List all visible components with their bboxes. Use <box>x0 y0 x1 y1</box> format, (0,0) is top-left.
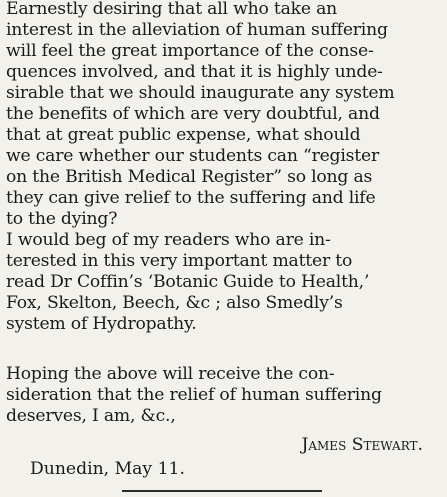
letter-line-17: Hoping the above will receive the con- <box>6 365 335 384</box>
letter-line-6: the benefits of which are very doubtful, and <box>6 105 380 124</box>
letter-line-13: terested in this very important matter to <box>6 252 353 271</box>
letter-line-15: Fox, Skelton, Beech, &c ; also Smedly’s <box>6 294 343 313</box>
letter-line-9: on the British Medical Register” so long as <box>6 168 373 187</box>
letter-line-7: that at great public expense, what should <box>6 126 361 145</box>
letter-line-4: quences involved, and that it is highly unde- <box>6 63 383 82</box>
letter-line-11: to the dying? <box>6 210 118 229</box>
letter-line-10: they can give relief to the suffering and life <box>6 189 376 208</box>
section-divider-rule <box>122 490 322 492</box>
letter-line-1: Earnestly desiring that all who take an <box>6 0 337 19</box>
letter-line-19: deserves, I am, &c., <box>6 407 176 426</box>
letter-line-8: we care whether our students can “register <box>6 147 379 166</box>
letter-line-14: read Dr Coffin’s ‘Botanic Guide to Health,’ <box>6 273 370 292</box>
letter-line-5: sirable that we should inaugurate any system <box>6 84 395 103</box>
letter-line-18: sideration that the relief of human suffering <box>6 386 382 405</box>
letter-dateline: Dunedin, May 11. <box>30 459 185 479</box>
letter-line-16: system of Hydropathy. <box>6 315 197 334</box>
letter-line-12: I would beg of my readers who are in- <box>6 231 331 250</box>
letter-line-2: interest in the alleviation of human suffering <box>6 21 388 40</box>
letter-line-3: will feel the great importance of the conse- <box>6 42 374 61</box>
letter-signature: James Stewart. <box>301 435 423 455</box>
